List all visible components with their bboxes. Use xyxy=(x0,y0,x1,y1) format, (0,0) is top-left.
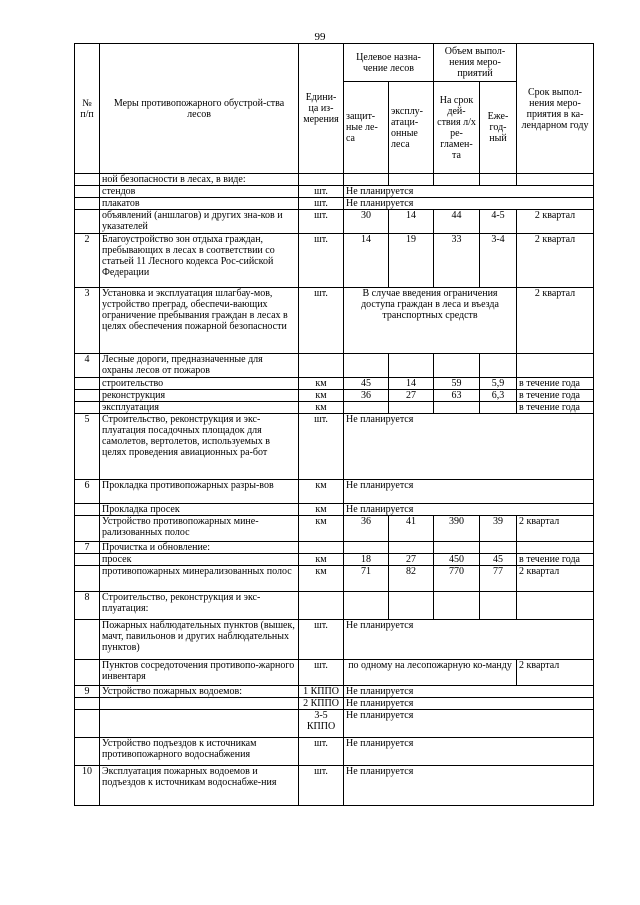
note-cell: Не планируется xyxy=(344,698,594,710)
table-row xyxy=(75,566,594,592)
table-row xyxy=(75,210,594,234)
header-protective: защит-ные ле-са xyxy=(344,82,389,174)
exploit-value: 14 xyxy=(389,210,434,234)
protective-value: 30 xyxy=(344,210,389,234)
table-row xyxy=(75,660,594,686)
unit-cell: км xyxy=(299,504,344,516)
table-row xyxy=(75,402,594,414)
deadline-value: 2 квартал xyxy=(517,660,594,686)
protective-value: 71 xyxy=(344,566,389,592)
annual-value: 39 xyxy=(480,516,517,542)
fire-protection-table xyxy=(74,43,594,806)
note-cell: Не планируется xyxy=(344,710,594,738)
protective-value: 36 xyxy=(344,516,389,542)
annual-value: 3-4 xyxy=(480,234,517,288)
row-number: 4 xyxy=(75,354,100,378)
row-number: 7 xyxy=(75,542,100,554)
header-annual: Еже-год-ный xyxy=(480,82,517,174)
row-number: 10 xyxy=(75,766,100,806)
unit-cell: шт. xyxy=(299,660,344,686)
table-row xyxy=(75,414,594,480)
table-row xyxy=(75,480,594,504)
measure-cell: Установка и эксплуатация шлагбау-мов, устройство преград, обеспечи-вающих ограничение пребывания граждан в лесах в целях обеспечения пожарной безопасности xyxy=(100,288,299,354)
row-number: 6 xyxy=(75,480,100,504)
annual-value: 45 xyxy=(480,554,517,566)
table-row xyxy=(75,378,594,390)
unit-cell: 2 КППО xyxy=(299,698,344,710)
protective-value: 18 xyxy=(344,554,389,566)
term-value: 63 xyxy=(434,390,480,402)
unit-cell: шт. xyxy=(299,288,344,354)
annual-value: 4-5 xyxy=(480,210,517,234)
measure-cell: Пожарных наблюдательных пунктов (вышек, мачт, павильонов и других наблюдательных пунктов) xyxy=(100,620,299,660)
table-row xyxy=(75,710,594,738)
header-purpose: Целевое назна-чение лесов xyxy=(344,44,434,82)
table-row xyxy=(75,554,594,566)
deadline-value: в течение года xyxy=(517,390,594,402)
annual-value: 6,3 xyxy=(480,390,517,402)
unit-cell: 1 КППО xyxy=(299,686,344,698)
table-row xyxy=(75,198,594,210)
deadline-value: в течение года xyxy=(517,402,594,414)
note-cell: Не планируется xyxy=(344,198,594,210)
table-row xyxy=(75,686,594,698)
deadline-value: 2 квартал xyxy=(517,210,594,234)
unit-cell: км xyxy=(299,554,344,566)
unit-cell: 3-5 КППО xyxy=(299,710,344,738)
term-value: 450 xyxy=(434,554,480,566)
table-row xyxy=(75,738,594,766)
measure-cell: Устройство противопожарных мине-рализованных полос xyxy=(100,516,299,542)
deadline-value: в течение года xyxy=(517,378,594,390)
deadline-value: 2 квартал xyxy=(517,288,594,354)
table-row xyxy=(75,354,594,378)
unit-cell: км xyxy=(299,378,344,390)
deadline-value: в течение года xyxy=(517,554,594,566)
header-deadline: Срок выпол-нения меро-приятия в ка-лендарном году xyxy=(517,44,594,174)
row-number: 8 xyxy=(75,592,100,620)
measure-cell: Строительство, реконструкция и экс-плуатация посадочных площадок для самолетов, вертолетов, используемых в целях проведения авиационных ра-бот xyxy=(100,414,299,480)
note-cell: В случае введения ограничения доступа граждан в леса и въезда транспортных средств xyxy=(344,288,517,354)
unit-cell: шт. xyxy=(299,766,344,806)
table-row xyxy=(75,620,594,660)
measure-cell: ной безопасности в лесах, в виде: xyxy=(100,174,299,186)
note-cell: Не планируется xyxy=(344,738,594,766)
note-cell: Не планируется xyxy=(344,504,594,516)
measure-cell: противопожарных минерализованных полос xyxy=(100,566,299,592)
table-row xyxy=(75,592,594,620)
table-row xyxy=(75,174,594,186)
note-cell: по одному на лесопожарную ко-манду xyxy=(344,660,517,686)
term-value: 33 xyxy=(434,234,480,288)
exploit-value: 27 xyxy=(389,554,434,566)
header-num: № п/п xyxy=(75,44,100,174)
deadline-value: 2 квартал xyxy=(517,566,594,592)
exploit-value: 14 xyxy=(389,378,434,390)
term-value: 44 xyxy=(434,210,480,234)
measure-cell: реконструкция xyxy=(100,390,299,402)
unit-cell: км xyxy=(299,402,344,414)
row-number: 2 xyxy=(75,234,100,288)
header-volume: Объем выпол-нения меро-приятий xyxy=(434,44,517,82)
table-row xyxy=(75,186,594,198)
exploit-value: 27 xyxy=(389,390,434,402)
table-row xyxy=(75,390,594,402)
unit-cell: шт. xyxy=(299,198,344,210)
unit-cell: шт. xyxy=(299,620,344,660)
measure-cell: строительство xyxy=(100,378,299,390)
measure-cell: Прочистка и обновление: xyxy=(100,542,299,554)
table-row xyxy=(75,234,594,288)
measure-cell: Прокладка просек xyxy=(100,504,299,516)
note-cell: Не планируется xyxy=(344,186,594,198)
note-cell: Не планируется xyxy=(344,766,594,806)
measure-cell: Эксплуатация пожарных водоемов и подъездов к источникам водоснабже-ния xyxy=(100,766,299,806)
table-row xyxy=(75,542,594,554)
note-cell: Не планируется xyxy=(344,686,594,698)
table-row xyxy=(75,504,594,516)
measure-cell: Лесные дороги, предназначенные для охраны лесов от пожаров xyxy=(100,354,299,378)
protective-value: 14 xyxy=(344,234,389,288)
exploit-value: 82 xyxy=(389,566,434,592)
measure-cell: Устройство подъездов к источникам противопожарного водоснабжения xyxy=(100,738,299,766)
unit-cell: км xyxy=(299,516,344,542)
page-number: 99 xyxy=(314,31,326,43)
unit-cell: км xyxy=(299,480,344,504)
table-row xyxy=(75,698,594,710)
exploit-value: 41 xyxy=(389,516,434,542)
exploit-value: 19 xyxy=(389,234,434,288)
protective-value: 45 xyxy=(344,378,389,390)
row-number: 3 xyxy=(75,288,100,354)
header-term: На срок дей-ствия л/х ре-гламен-та xyxy=(434,82,480,174)
table-row xyxy=(75,288,594,354)
unit-cell: шт. xyxy=(299,414,344,480)
measure-cell: Устройство пожарных водоемов: xyxy=(100,686,299,698)
measure-cell: просек xyxy=(100,554,299,566)
unit-cell: шт. xyxy=(299,210,344,234)
unit-cell: шт. xyxy=(299,186,344,198)
term-value: 390 xyxy=(434,516,480,542)
header-exploit: эксплу-атаци-онные леса xyxy=(389,82,434,174)
unit-cell: км xyxy=(299,390,344,402)
measure-cell: объявлений (аншлагов) и других зна-ков и указателей xyxy=(100,210,299,234)
annual-value: 5,9 xyxy=(480,378,517,390)
measure-cell: стендов xyxy=(100,186,299,198)
header-measures: Меры противопожарного обустрой-ства лесов xyxy=(100,44,299,174)
term-value: 770 xyxy=(434,566,480,592)
term-value: 59 xyxy=(434,378,480,390)
deadline-value: 2 квартал xyxy=(517,234,594,288)
table-row xyxy=(75,516,594,542)
protective-value: 36 xyxy=(344,390,389,402)
note-cell: Не планируется xyxy=(344,414,594,480)
table-row xyxy=(75,766,594,806)
unit-cell: км xyxy=(299,566,344,592)
row-number: 9 xyxy=(75,686,100,698)
measure-cell: Прокладка противопожарных разры-вов xyxy=(100,480,299,504)
measure-cell: Благоустройство зон отдыха граждан, пребывающих в лесах в соответствии со статьей 11 Лесного кодекса Рос-сийской Федерации xyxy=(100,234,299,288)
annual-value: 77 xyxy=(480,566,517,592)
unit-cell: шт. xyxy=(299,738,344,766)
measure-cell: Строительство, реконструкция и экс-плуатация: xyxy=(100,592,299,620)
note-cell: Не планируется xyxy=(344,620,594,660)
note-cell: Не планируется xyxy=(344,480,594,504)
measure-cell: эксплуатация xyxy=(100,402,299,414)
unit-cell: шт. xyxy=(299,234,344,288)
header-unit: Едини-ца из-мерения xyxy=(299,44,344,174)
deadline-value: 2 квартал xyxy=(517,516,594,542)
measure-cell: плакатов xyxy=(100,198,299,210)
row-number: 5 xyxy=(75,414,100,480)
measure-cell: Пунктов сосредоточения противопо-жарного инвентаря xyxy=(100,660,299,686)
